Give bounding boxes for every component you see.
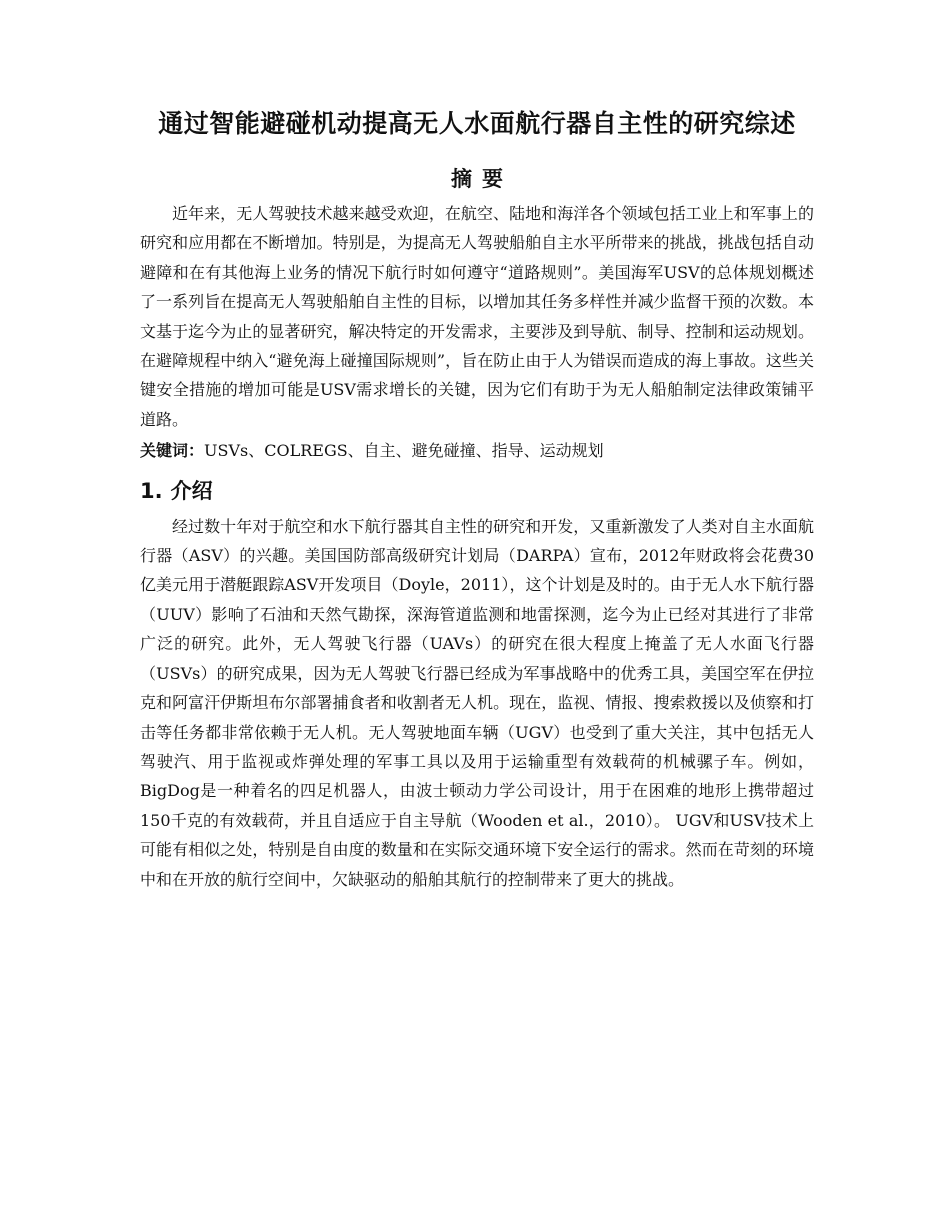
keywords-label: 关键词： [140,441,205,461]
section-number: 1. [140,478,163,503]
keywords-line [140,436,814,465]
abstract-text: 近年来，无人驾驶技术越来越受欢迎，在航空、陆地和海洋各个领域包括工业上和军事上的研究和应用都在不断增加。特别是，为提高无人驾驶船舶自主水平所带来的挑战，挑战包括自动避障和在有其他海上业务的情况下航行时如何遵守“道路规则”。美国海军USV的总体规划概述了一系列旨在提高无人驾驶船舶自主性的目标，以增加其任务多样性并减少监督干预的次数。本文基于迄今为止的显著研究，解决特定的开发需求，主要涉及到导航、制导、控制和运动规划。在避障规程中纳入“避免海上碰撞国际规则”，旨在防止由于人为错误而造成的海上事故。这些关键安全措施的增加可能是USV需求增长的关键，因为它们有助于为无人船舶制定法律政策铺平道路。 [140,204,814,429]
keywords-text: USVs、COLREGS、自主、避免碰撞、指导、运动规划 [204,441,604,461]
abstract-heading: 摘要 [451,167,513,191]
document-page [140,108,814,894]
introduction-text: 经过数十年对于航空和水下航行器其自主性的研究和开发，又重新激发了人类对自主水面航行器（ASV）的兴趣。美国国防部高级研究计划局（DARPA）宣布，2012年财政将会花费30亿美元用于潜艇跟踪ASV开发项目（Doyle，2011），这个计划是及时的。由于无人水下航行器（UUV）影响了石油和天然气勘探，深海管道监测和地雷探测，迄今为止已经对其进行了非常广泛的研究。此外，无人驾驶飞行器（UAVs）的研究在很大程度上掩盖了无人水面飞行器（USVs）的研究成果，因为无人驾驶飞行器已经成为军事战略中的优秀工具，美国空军在伊拉克和阿富汗伊斯坦布尔部署捕食者和收割者无人机。现在，监视、情报、搜索救援以及侦察和打击等任务都非常依赖于无人机。无人驾驶地面车辆（UGV）也受到了重大关注，其中包括无人驾驶汽、用于监视或炸弹处理的军事工具以及用于运输重型有效载荷的机械骡子车。例如，BigDog是一种着名的四足机器人，由波士顿动力学公司设计，用于在困难的地形上携带超过150千克的有效载荷，并且自适应于自主导航（Wooden et al.，2010）。 UGV和USV技术上可能有相似之处，特别是自由度的数量和在实际交通环境下安全运行的需求。然而在苛刻的环境中和在开放的航行空间中，欠缺驱动的船舶其航行的控制带来了更大的挑战。 [140,516,814,889]
section-title: 介绍 [170,478,213,503]
section-heading-introduction [140,476,814,506]
paper-title: 通过智能避碰机动提高无人水面航行器自主性的研究综述 [158,109,796,138]
